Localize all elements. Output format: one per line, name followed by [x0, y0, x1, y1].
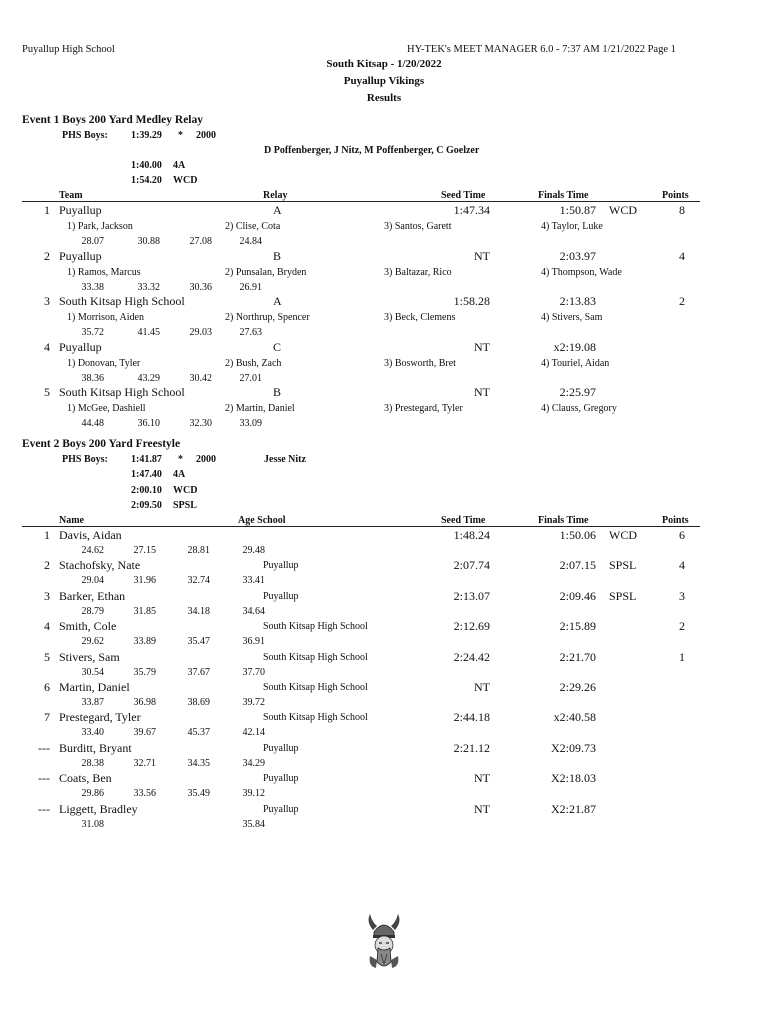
- place: 2: [44, 248, 50, 263]
- split-time: 43.29: [137, 372, 160, 384]
- finals-time: 1:50.06: [559, 528, 596, 542]
- record-holder: Jesse Nitz: [264, 454, 306, 465]
- place: 2: [44, 558, 50, 573]
- time-standard: SPSL: [609, 588, 637, 603]
- finals-time: 2:07.15: [559, 558, 596, 573]
- place: 1: [44, 528, 50, 542]
- split-time: 36.91: [242, 636, 265, 648]
- split-time: 33.38: [81, 281, 104, 293]
- team-name: Puyallup: [59, 203, 102, 217]
- record-time: 1:39.29: [131, 130, 162, 141]
- place: 1: [44, 203, 50, 217]
- finals-time: X2:21.87: [551, 801, 596, 816]
- points: 4: [679, 558, 685, 573]
- place: 7: [44, 710, 50, 725]
- split-time: 29.48: [242, 545, 265, 556]
- relay-swimmer: 3) Beck, Clemens: [384, 312, 456, 323]
- record-standard: WCD: [173, 175, 198, 186]
- finals-time: 2:29.26: [559, 680, 596, 694]
- split-time: 44.48: [81, 418, 104, 429]
- seed-time: NT: [474, 339, 490, 354]
- split-time: 41.45: [137, 327, 160, 338]
- place: ---: [38, 740, 50, 755]
- split-time: 33.87: [81, 697, 104, 708]
- record-holder: D Poffenberger, J Nitz, M Poffenberger, C Goelzer: [264, 145, 480, 156]
- event2-title: Event 2 Boys 200 Yard Freestyle: [22, 438, 181, 450]
- swimmer-name: Burditt, Bryant: [59, 740, 132, 755]
- split-time: 29.03: [189, 327, 212, 338]
- split-time: 32.74: [187, 575, 210, 587]
- relay-swimmer: 1) Donovan, Tyler: [67, 357, 141, 369]
- relay-letter: A: [273, 203, 282, 217]
- place: 4: [44, 339, 50, 354]
- results-title: Results: [366, 92, 402, 104]
- relay-swimmer: 2) Northrup, Spencer: [225, 312, 310, 323]
- relay-swimmer: 4) Touriel, Aidan: [541, 357, 610, 369]
- finals-time: x2:19.08: [553, 339, 596, 354]
- split-time: 29.86: [81, 788, 104, 800]
- relay-swimmer: 3) Bosworth, Bret: [384, 357, 456, 369]
- time-standard: WCD: [609, 528, 637, 542]
- record-time: 1:41.87: [131, 454, 162, 465]
- split-time: 31.85: [133, 605, 156, 617]
- swimmer-name: Martin, Daniel: [59, 680, 130, 694]
- split-time: 26.91: [239, 281, 262, 293]
- time-standard: WCD: [609, 203, 637, 217]
- split-time: 29.62: [81, 636, 104, 648]
- split-time: 34.64: [242, 605, 265, 617]
- seed-time: 1:48.24: [453, 528, 490, 542]
- finals-time: 2:03.97: [559, 248, 596, 263]
- record-year: 2000: [196, 130, 216, 141]
- split-time: 35.47: [187, 636, 210, 648]
- relay-letter: C: [273, 339, 282, 354]
- split-time: 32.71: [133, 757, 156, 769]
- swimmer-name: Prestegard, Tyler: [59, 710, 141, 725]
- split-time: 35.79: [133, 666, 156, 678]
- school-name: Puyallup: [263, 742, 299, 754]
- relay-swimmer: 3) Santos, Garett: [384, 221, 452, 232]
- relay-swimmer: 4) Thompson, Wade: [541, 266, 622, 278]
- seed-time: NT: [474, 248, 490, 263]
- split-time: 30.42: [189, 372, 212, 384]
- school-name: South Kitsap High School: [263, 621, 368, 633]
- finals-time: X2:18.03: [551, 771, 596, 786]
- relay-swimmer: 1) Park, Jackson: [67, 221, 133, 232]
- record-time: 2:00.10: [131, 485, 162, 496]
- split-time: 33.32: [137, 281, 160, 293]
- split-time: 33.41: [242, 575, 265, 587]
- split-time: 27.08: [189, 236, 212, 247]
- split-time: 34.29: [242, 757, 265, 769]
- col-relay: Relay: [263, 190, 288, 201]
- relay-swimmer: 4) Taylor, Luke: [541, 221, 603, 232]
- relay-swimmer: 1) Morrison, Aiden: [67, 312, 144, 323]
- team-name: South Kitsap High School: [59, 294, 185, 308]
- split-time: 35.72: [81, 327, 104, 338]
- record-flag: *: [178, 454, 183, 465]
- school-name: Puyallup: [263, 773, 299, 785]
- school-name: South Kitsap High School: [263, 682, 368, 693]
- col-finals: Finals Time: [538, 515, 589, 526]
- finals-time: 2:09.46: [559, 588, 596, 603]
- record-flag: *: [178, 130, 183, 141]
- finals-time: 2:25.97: [559, 385, 596, 399]
- relay-swimmer: 3) Prestegard, Tyler: [384, 403, 463, 414]
- split-time: 35.84: [242, 818, 265, 830]
- split-time: 39.12: [242, 788, 265, 800]
- relay-letter: A: [273, 294, 282, 308]
- finals-time: 1:50.87: [559, 203, 596, 217]
- split-time: 31.96: [133, 575, 156, 587]
- split-time: 31.08: [81, 818, 104, 830]
- place: 4: [44, 619, 50, 634]
- split-time: 37.67: [187, 666, 210, 678]
- finals-time: 2:21.70: [559, 649, 596, 664]
- swimmer-name: Barker, Ethan: [59, 588, 126, 603]
- relay-swimmer: 2) Bush, Zach: [225, 357, 282, 369]
- col-seed: Seed Time: [441, 190, 486, 201]
- seed-time: NT: [474, 385, 490, 399]
- split-time: 28.79: [81, 605, 104, 617]
- record-standard: WCD: [173, 485, 198, 496]
- relay-swimmer: 2) Martin, Daniel: [225, 403, 295, 414]
- swimmer-name: Stachofsky, Nate: [59, 558, 141, 573]
- record-label: PHS Boys:: [62, 454, 108, 465]
- split-time: 32.30: [189, 418, 212, 429]
- record-time: 1:54.20: [131, 175, 162, 186]
- school-name: Puyallup: [263, 560, 299, 572]
- split-time: 27.15: [133, 545, 156, 556]
- swimmer-name: Smith, Cole: [59, 619, 117, 634]
- split-time: 38.36: [81, 372, 104, 384]
- relay-swimmer: 1) Ramos, Marcus: [67, 266, 141, 278]
- record-standard: 4A: [173, 160, 186, 171]
- split-time: 33.40: [81, 727, 104, 739]
- split-time: 45.37: [187, 727, 210, 739]
- points: 4: [679, 248, 685, 263]
- split-time: 33.09: [239, 418, 262, 429]
- finals-time: 2:15.89: [559, 619, 596, 634]
- swimmer-name: Davis, Aidan: [59, 528, 122, 542]
- time-standard: SPSL: [609, 558, 637, 573]
- place: 3: [44, 294, 50, 308]
- swimmer-name: Coats, Ben: [59, 771, 112, 786]
- split-time: 28.38: [81, 757, 104, 769]
- place: ---: [38, 801, 50, 816]
- split-time: 28.81: [187, 545, 210, 556]
- split-time: 33.89: [133, 636, 156, 648]
- finals-time: 2:13.83: [559, 294, 596, 308]
- split-time: 27.01: [239, 372, 262, 384]
- relay-letter: B: [273, 248, 282, 263]
- points: 8: [679, 203, 685, 217]
- team-title: Puyallup Vikings: [343, 75, 425, 87]
- divider: [22, 526, 700, 527]
- seed-time: NT: [474, 680, 490, 694]
- team-name: Puyallup: [59, 339, 102, 354]
- seed-time: 1:47.34: [453, 203, 490, 217]
- split-time: 34.35: [187, 757, 210, 769]
- split-time: 34.18: [187, 605, 210, 617]
- school-name: South Kitsap High School: [263, 712, 368, 724]
- record-standard: 4A: [173, 469, 186, 480]
- team-name: South Kitsap High School: [59, 385, 185, 399]
- relay-swimmer: 4) Stivers, Sam: [541, 312, 603, 323]
- points: 2: [679, 294, 685, 308]
- record-year: 2000: [196, 454, 216, 465]
- split-time: 42.14: [242, 727, 265, 739]
- school-name: Puyallup: [263, 590, 299, 602]
- relay-swimmer: 1) McGee, Dashiell: [67, 403, 146, 414]
- split-time: 28.07: [81, 236, 104, 247]
- team-name: Puyallup: [59, 248, 102, 263]
- split-time: 33.56: [133, 788, 156, 800]
- split-time: 37.70: [242, 666, 265, 678]
- school-name: South Kitsap High School: [263, 651, 368, 663]
- divider: [22, 201, 700, 202]
- points: 6: [679, 528, 685, 542]
- col-name: Name: [59, 515, 84, 526]
- points: 1: [679, 649, 685, 664]
- swimmer-name: Stivers, Sam: [59, 649, 120, 664]
- points: 2: [679, 619, 685, 634]
- split-time: 30.36: [189, 281, 212, 293]
- event1-title: Event 1 Boys 200 Yard Medley Relay: [22, 114, 204, 126]
- swimmer-name: Liggett, Bradley: [59, 801, 138, 816]
- relay-swimmer: 3) Baltazar, Rico: [384, 266, 452, 278]
- seed-time: NT: [474, 771, 490, 786]
- col-finals: Finals Time: [538, 190, 589, 201]
- meet-title: South Kitsap - 1/20/2022: [326, 58, 442, 70]
- split-time: 38.69: [187, 697, 210, 708]
- split-time: 29.04: [81, 575, 104, 587]
- record-time: 1:40.00: [131, 160, 162, 171]
- seed-time: 2:44.18: [453, 710, 490, 725]
- record-label: PHS Boys:: [62, 130, 108, 141]
- split-time: 24.84: [239, 236, 262, 247]
- points: 3: [679, 588, 685, 603]
- record-standard: SPSL: [173, 500, 197, 511]
- viking-head-icon: [364, 912, 404, 972]
- split-time: 36.98: [133, 697, 156, 708]
- split-time: 39.67: [133, 727, 156, 739]
- seed-time: 2:07.74: [453, 558, 490, 573]
- software-stamp: HY-TEK's MEET MANAGER 6.0 - 7:37 AM 1/21/2022 Page 1: [407, 44, 676, 55]
- seed-time: NT: [474, 801, 490, 816]
- col-team: Team: [59, 190, 83, 201]
- seed-time: 1:58.28: [453, 294, 490, 308]
- record-time: 1:47.40: [131, 469, 162, 480]
- col-points: Points: [662, 515, 689, 526]
- place: 5: [44, 385, 50, 399]
- col-points: Points: [662, 190, 689, 201]
- record-time: 2:09.50: [131, 500, 162, 511]
- school-name: Puyallup High School: [22, 44, 115, 55]
- place: 6: [44, 680, 50, 694]
- split-time: 35.49: [187, 788, 210, 800]
- split-time: 27.63: [239, 327, 262, 338]
- seed-time: 2:13.07: [453, 588, 490, 603]
- finals-time: X2:09.73: [551, 740, 596, 755]
- split-time: 30.88: [137, 236, 160, 247]
- school-name: Puyallup: [263, 803, 299, 815]
- seed-time: 2:21.12: [453, 740, 490, 755]
- seed-time: 2:24.42: [453, 649, 490, 664]
- split-time: 39.72: [242, 697, 265, 708]
- col-age-school: Age School: [238, 515, 286, 526]
- place: 3: [44, 588, 50, 603]
- finals-time: x2:40.58: [553, 710, 596, 725]
- place: ---: [38, 771, 50, 786]
- split-time: 24.62: [81, 545, 104, 556]
- split-time: 30.54: [81, 666, 104, 678]
- relay-swimmer: 2) Punsalan, Bryden: [225, 266, 307, 278]
- relay-letter: B: [273, 385, 282, 399]
- relay-swimmer: 4) Clauss, Gregory: [541, 403, 617, 414]
- relay-swimmer: 2) Clise, Cota: [225, 221, 281, 232]
- place: 5: [44, 649, 50, 664]
- split-time: 36.10: [137, 418, 160, 429]
- seed-time: 2:12.69: [453, 619, 490, 634]
- col-seed: Seed Time: [441, 515, 486, 526]
